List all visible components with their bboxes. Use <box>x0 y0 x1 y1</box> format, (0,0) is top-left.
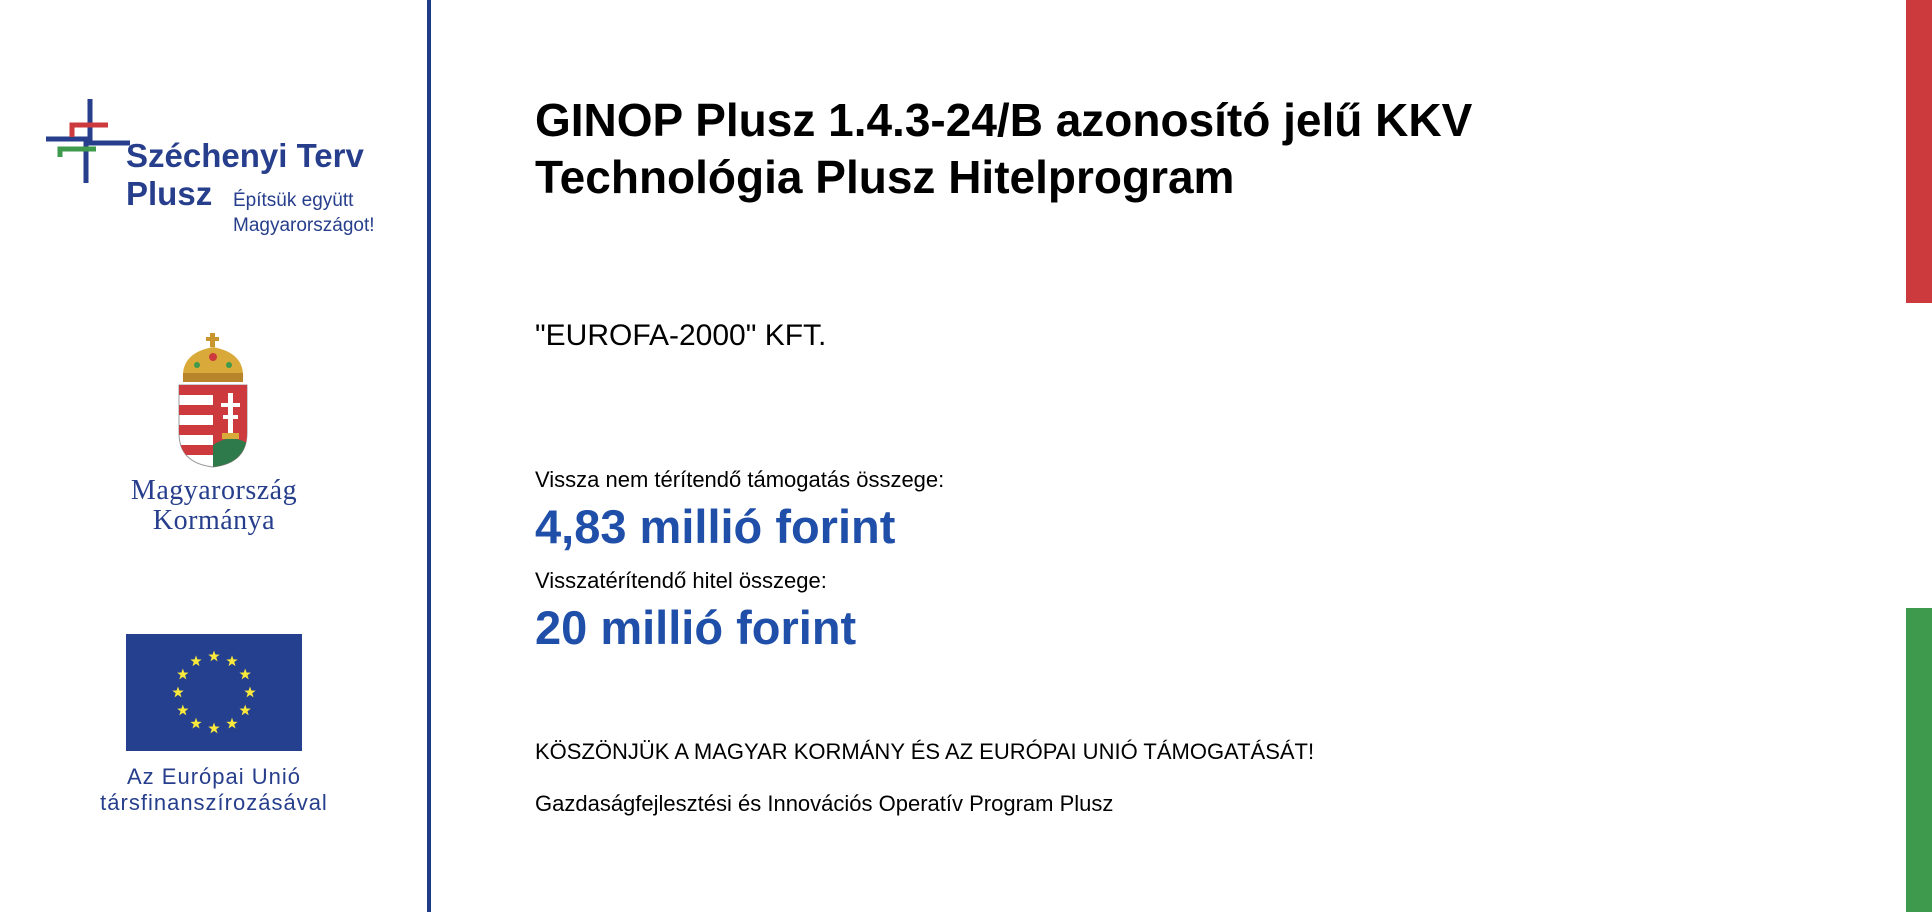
slogan-line-2: Magyarországot! <box>233 215 375 236</box>
slogan-line-1: Építsük együtt <box>233 190 354 211</box>
grant-amount: 4,83 millió forint <box>535 500 896 553</box>
szechenyi-title: Széchenyi Terv <box>126 137 364 174</box>
title-line-1: GINOP Plusz 1.4.3-24/B azonosító jelű KKV <box>535 94 1473 146</box>
szechenyi-cross-icon <box>46 99 130 183</box>
eu-flag-icon <box>126 634 302 751</box>
title-line-2: Technológia Plusz Hitelprogram <box>535 151 1235 203</box>
government-logo-text <box>80 476 348 536</box>
flag-stripe-green <box>1906 608 1932 912</box>
main-content <box>535 0 1815 912</box>
eu-line-1: Az Európai Unió <box>127 764 301 789</box>
loan-amount: 20 millió forint <box>535 601 857 654</box>
vertical-divider <box>427 0 431 912</box>
szechenyi-plusz: Plusz <box>126 175 213 212</box>
loan-label: Visszatérítendő hitel összege: <box>535 568 827 593</box>
eu-cofinancing-text <box>70 764 358 816</box>
logo-sidebar <box>0 0 427 912</box>
eu-line-2: társfinanszírozásával <box>100 790 328 815</box>
page-title <box>535 92 1635 206</box>
thanks-text: KÖSZÖNJÜK A MAGYAR KORMÁNY ÉS AZ EURÓPAI UNIÓ TÁMOGATÁSÁT! <box>535 739 1315 764</box>
szechenyi-slogan <box>233 188 375 238</box>
flag-stripe-red <box>1906 0 1932 303</box>
szechenyi-terv-logo <box>46 99 386 239</box>
flag-stripe-white <box>1906 303 1932 608</box>
grant-label: Vissza nem térítendő támogatás összege: <box>535 467 945 492</box>
government-line-2: Kormánya <box>152 505 276 536</box>
company-name: "EUROFA-2000" KFT. <box>535 319 827 352</box>
government-line-1: Magyarország <box>130 475 298 506</box>
hungarian-coat-of-arms-icon <box>177 333 249 468</box>
program-name: Gazdaságfejlesztési és Innovációs Operatív Program Plusz <box>535 791 1114 816</box>
